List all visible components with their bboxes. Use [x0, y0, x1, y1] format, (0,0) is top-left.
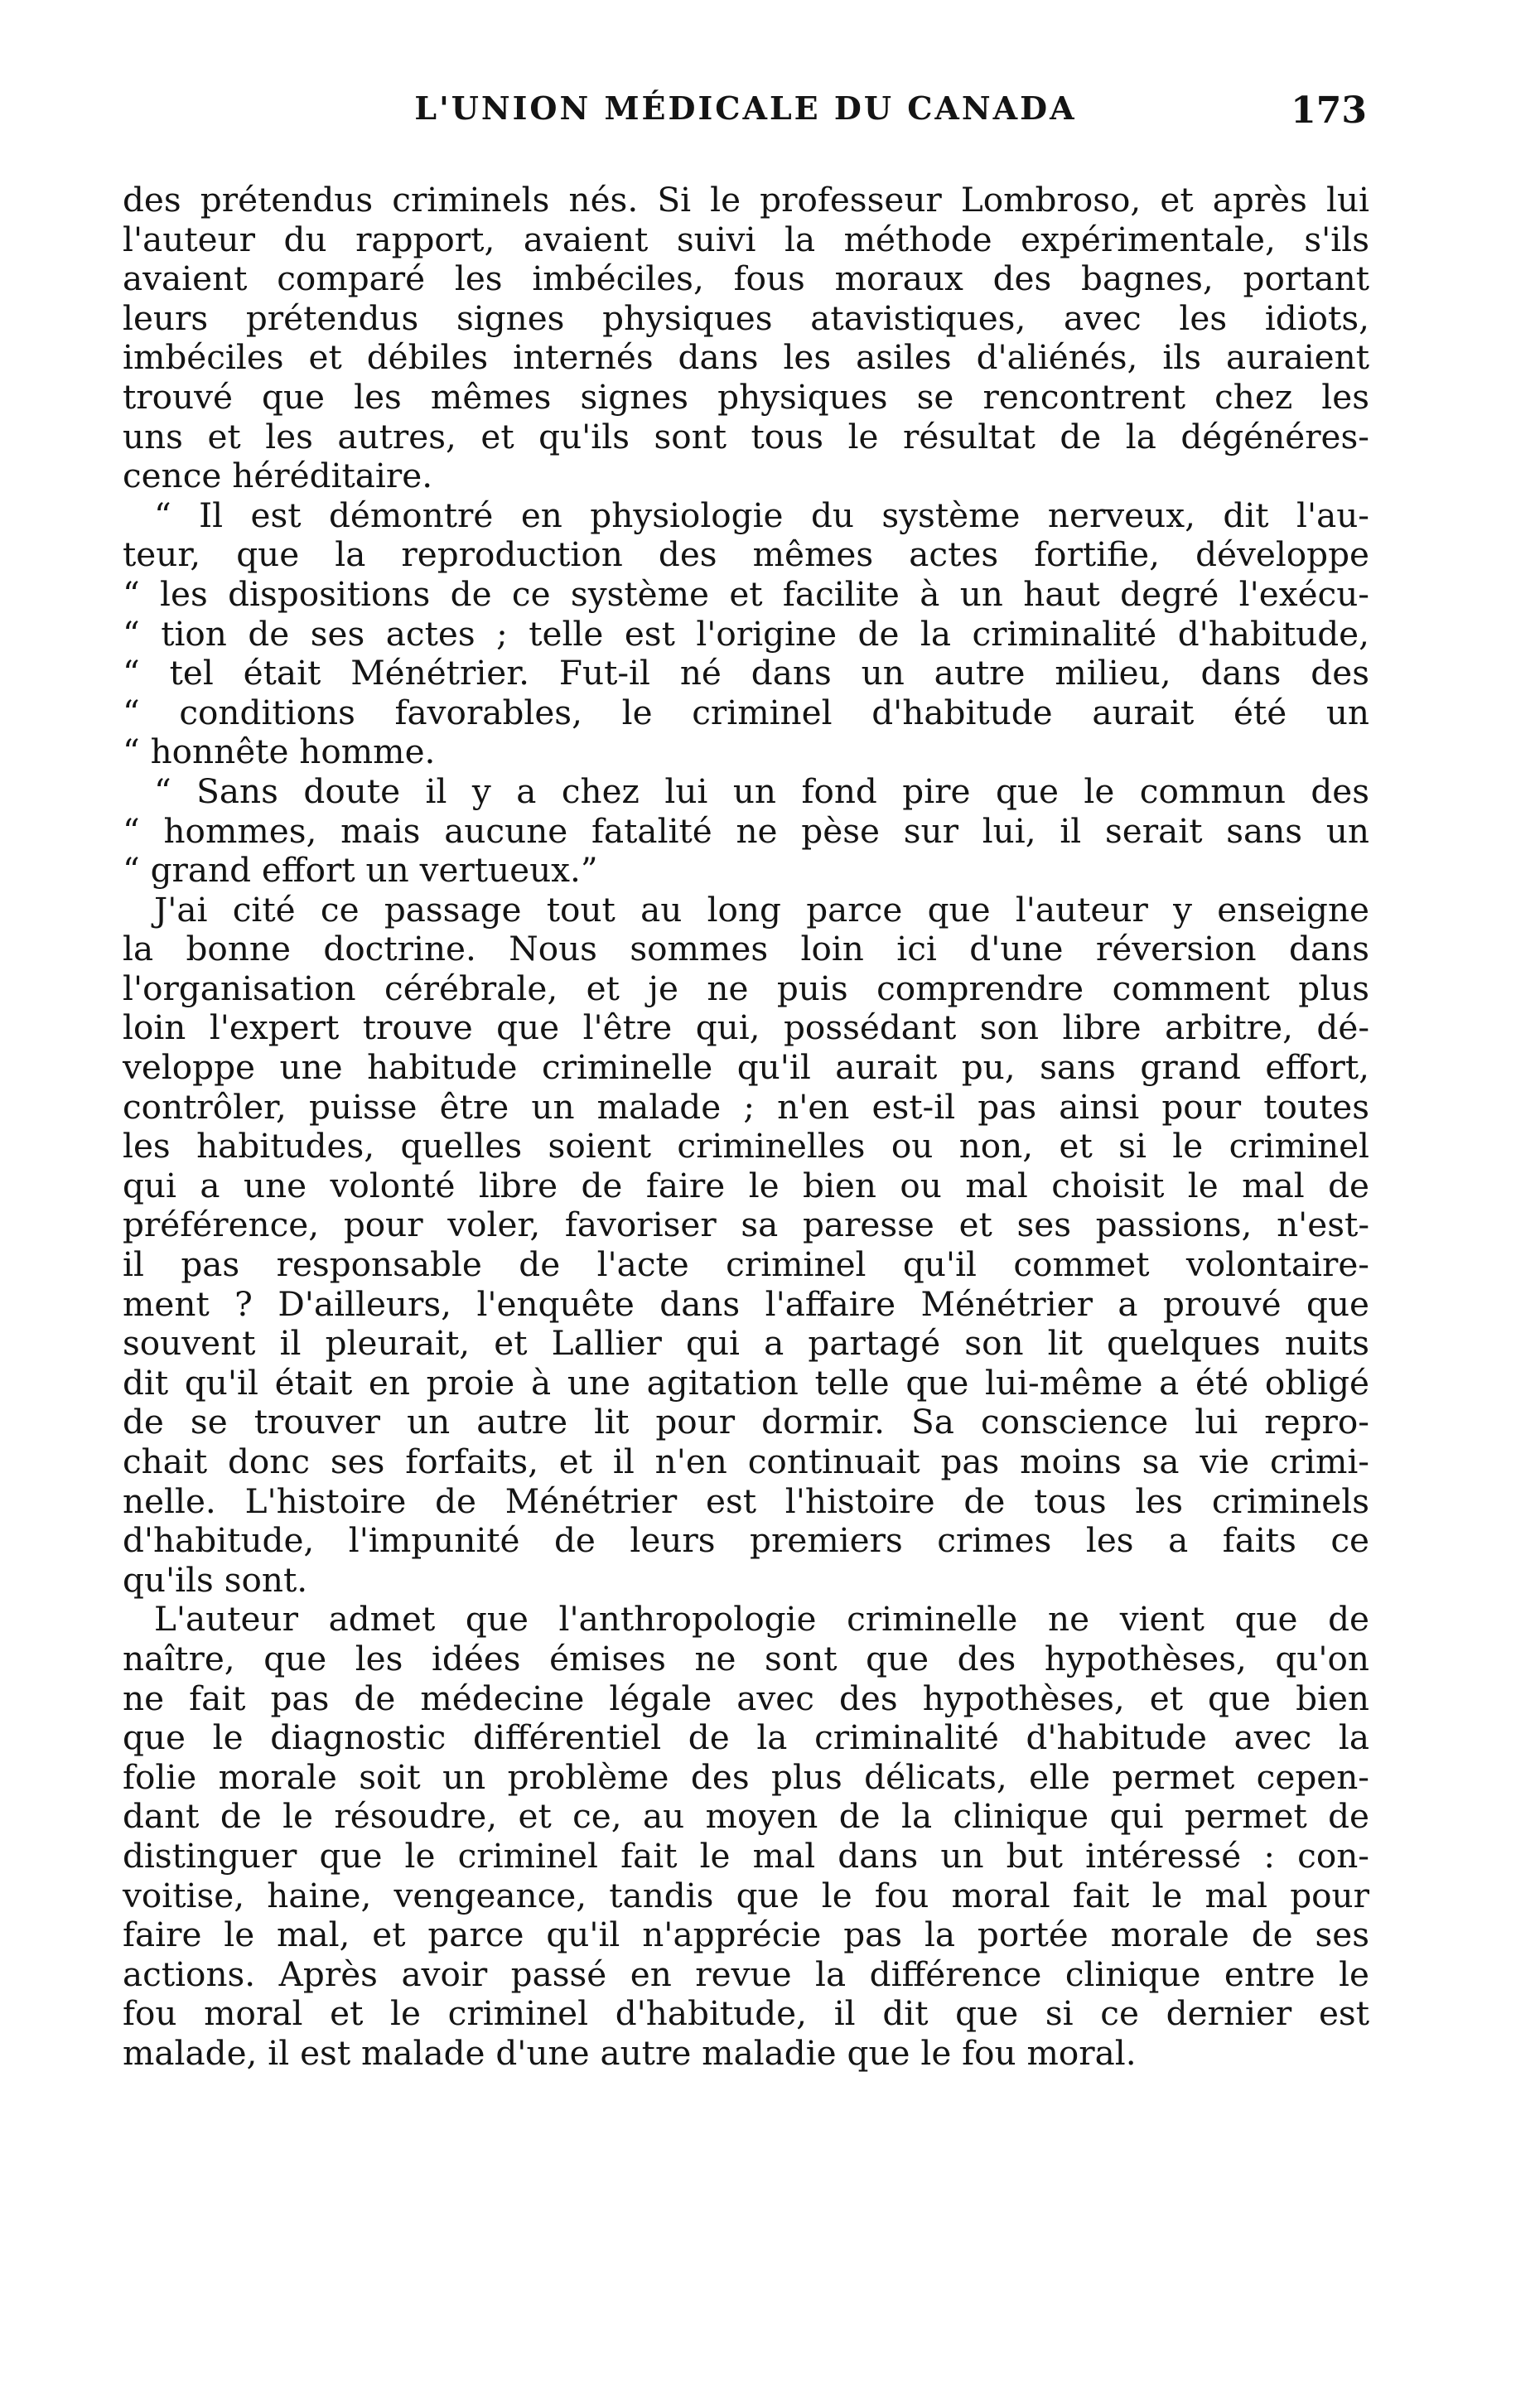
text-line: dant de le résoudre, et ce, au moyen de la clinique qui permet de — [123, 1796, 1369, 1837]
text-line: L'auteur admet que l'anthropologie criminelle ne vient que de — [154, 1599, 1369, 1640]
text-line: l'auteur du rapport, avaient suivi la méthode expérimentale, s'ils — [123, 219, 1369, 259]
text-line: imbéciles et débiles internés dans les asiles d'aliénés, ils auraient — [123, 337, 1369, 378]
text-line: “ tion de ses actes ; telle est l'origine de la criminalité d'habitude, — [123, 613, 1369, 654]
text-line: “ Il est démontré en physiologie du système nerveux, dit l'au- — [154, 495, 1369, 535]
text-line: actions. Après avoir passé en revue la différence clinique entre le — [123, 1954, 1369, 1994]
text-line: qu'ils sont. — [123, 1559, 308, 1600]
text-line: “ tel était Ménétrier. Fut-il né dans un autre milieu, dans des — [123, 653, 1369, 693]
text-line: “ Sans doute il y a chez lui un fond pire que le commun des — [154, 770, 1369, 811]
text-line: il pas responsable de l'acte criminel qu'il commet volontaire- — [123, 1244, 1369, 1285]
text-line: “ les dispositions de ce système et facilite à un haut degré l'exécu- — [123, 573, 1369, 614]
text-line: que le diagnostic différentiel de la criminalité d'habitude avec la — [123, 1717, 1369, 1758]
text-line: trouvé que les mêmes signes physiques se rencontrent chez les — [123, 376, 1369, 417]
page-number: 173 — [1291, 89, 1367, 132]
text-line: dit qu'il était en proie à une agitation telle que lui-même a été obligé — [123, 1362, 1369, 1403]
text-line: souvent il pleurait, et Lallier qui a partagé son lit quelques nuits — [123, 1323, 1369, 1364]
text-line: contrôler, puisse être un malade ; n'en est-il pas ainsi pour toutes — [123, 1086, 1369, 1127]
text-line: loin l'expert trouve que l'être qui, possédant son libre arbitre, dé- — [123, 1007, 1369, 1048]
body-text — [123, 181, 1369, 2074]
text-line: qui a une volonté libre de faire le bien ou mal choisit le mal de — [123, 1165, 1369, 1205]
text-line: uns et les autres, et qu'ils sont tous le résultat de la dégénéres- — [123, 416, 1369, 456]
text-line: cence héréditaire. — [123, 456, 433, 496]
text-line: veloppe une habitude criminelle qu'il aurait pu, sans grand effort, — [123, 1047, 1369, 1088]
text-line: “ hommes, mais aucune fatalité ne pèse sur lui, il serait sans un — [123, 810, 1369, 851]
running-title: L'UNION MÉDICALE DU CANADA — [414, 89, 1077, 127]
text-line: faire le mal, et parce qu'il n'apprécie pas la portée morale de ses — [123, 1915, 1369, 1955]
text-line: J'ai cité ce passage tout au long parce que l'auteur y enseigne — [154, 889, 1369, 930]
text-line: malade, il est malade d'une autre maladie que le fou moral. — [123, 2032, 1137, 2073]
text-line: nelle. L'histoire de Ménétrier est l'histoire de tous les criminels — [123, 1480, 1369, 1521]
text-line: des prétendus criminels nés. Si le professeur Lombroso, et après lui — [123, 180, 1369, 220]
text-line: ment ? D'ailleurs, l'enquête dans l'affaire Ménétrier a prouvé que — [123, 1283, 1369, 1324]
text-line: teur, que la reproduction des mêmes actes fortifie, développe — [123, 534, 1369, 575]
text-line: de se trouver un autre lit pour dormir. Sa conscience lui repro- — [123, 1402, 1369, 1442]
text-line: “ grand effort un vertueux.” — [123, 850, 598, 891]
text-line: “ conditions favorables, le criminel d'habitude aurait été un — [123, 692, 1369, 732]
text-line: voitise, haine, vengeance, tandis que le fou moral fait le mal pour — [123, 1875, 1369, 1915]
text-line: leurs prétendus signes physiques atavistiques, avec les idiots, — [123, 297, 1369, 338]
text-line: avaient comparé les imbéciles, fous moraux des bagnes, portant — [123, 258, 1369, 299]
text-line: la bonne doctrine. Nous sommes loin ici d'une réversion dans — [123, 929, 1369, 969]
text-line: d'habitude, l'impunité de leurs premiers crimes les a faits ce — [123, 1520, 1369, 1561]
text-line: folie morale soit un problème des plus délicats, elle permet cepen- — [123, 1756, 1369, 1797]
text-line: chait donc ses forfaits, et il n'en continuait pas moins sa vie crimi- — [123, 1442, 1369, 1481]
text-line: préférence, pour voler, favoriser sa paresse et ses passions, n'est- — [123, 1205, 1369, 1245]
text-line: les habitudes, quelles soient criminelles ou non, et si le criminel — [123, 1126, 1369, 1166]
text-line: l'organisation cérébrale, et je ne puis comprendre comment plus — [123, 968, 1369, 1008]
text-line: naître, que les idées émises ne sont que des hypothèses, qu'on — [123, 1638, 1369, 1678]
page-header — [124, 89, 1367, 147]
text-line: ne fait pas de médecine légale avec des hypothèses, et que bien — [123, 1678, 1369, 1718]
text-line: “ honnête homme. — [123, 732, 436, 772]
text-line: distinguer que le criminel fait le mal dans un but intéressé : con- — [123, 1835, 1369, 1876]
text-line: fou moral et le criminel d'habitude, il dit que si ce dernier est — [123, 1993, 1369, 2034]
